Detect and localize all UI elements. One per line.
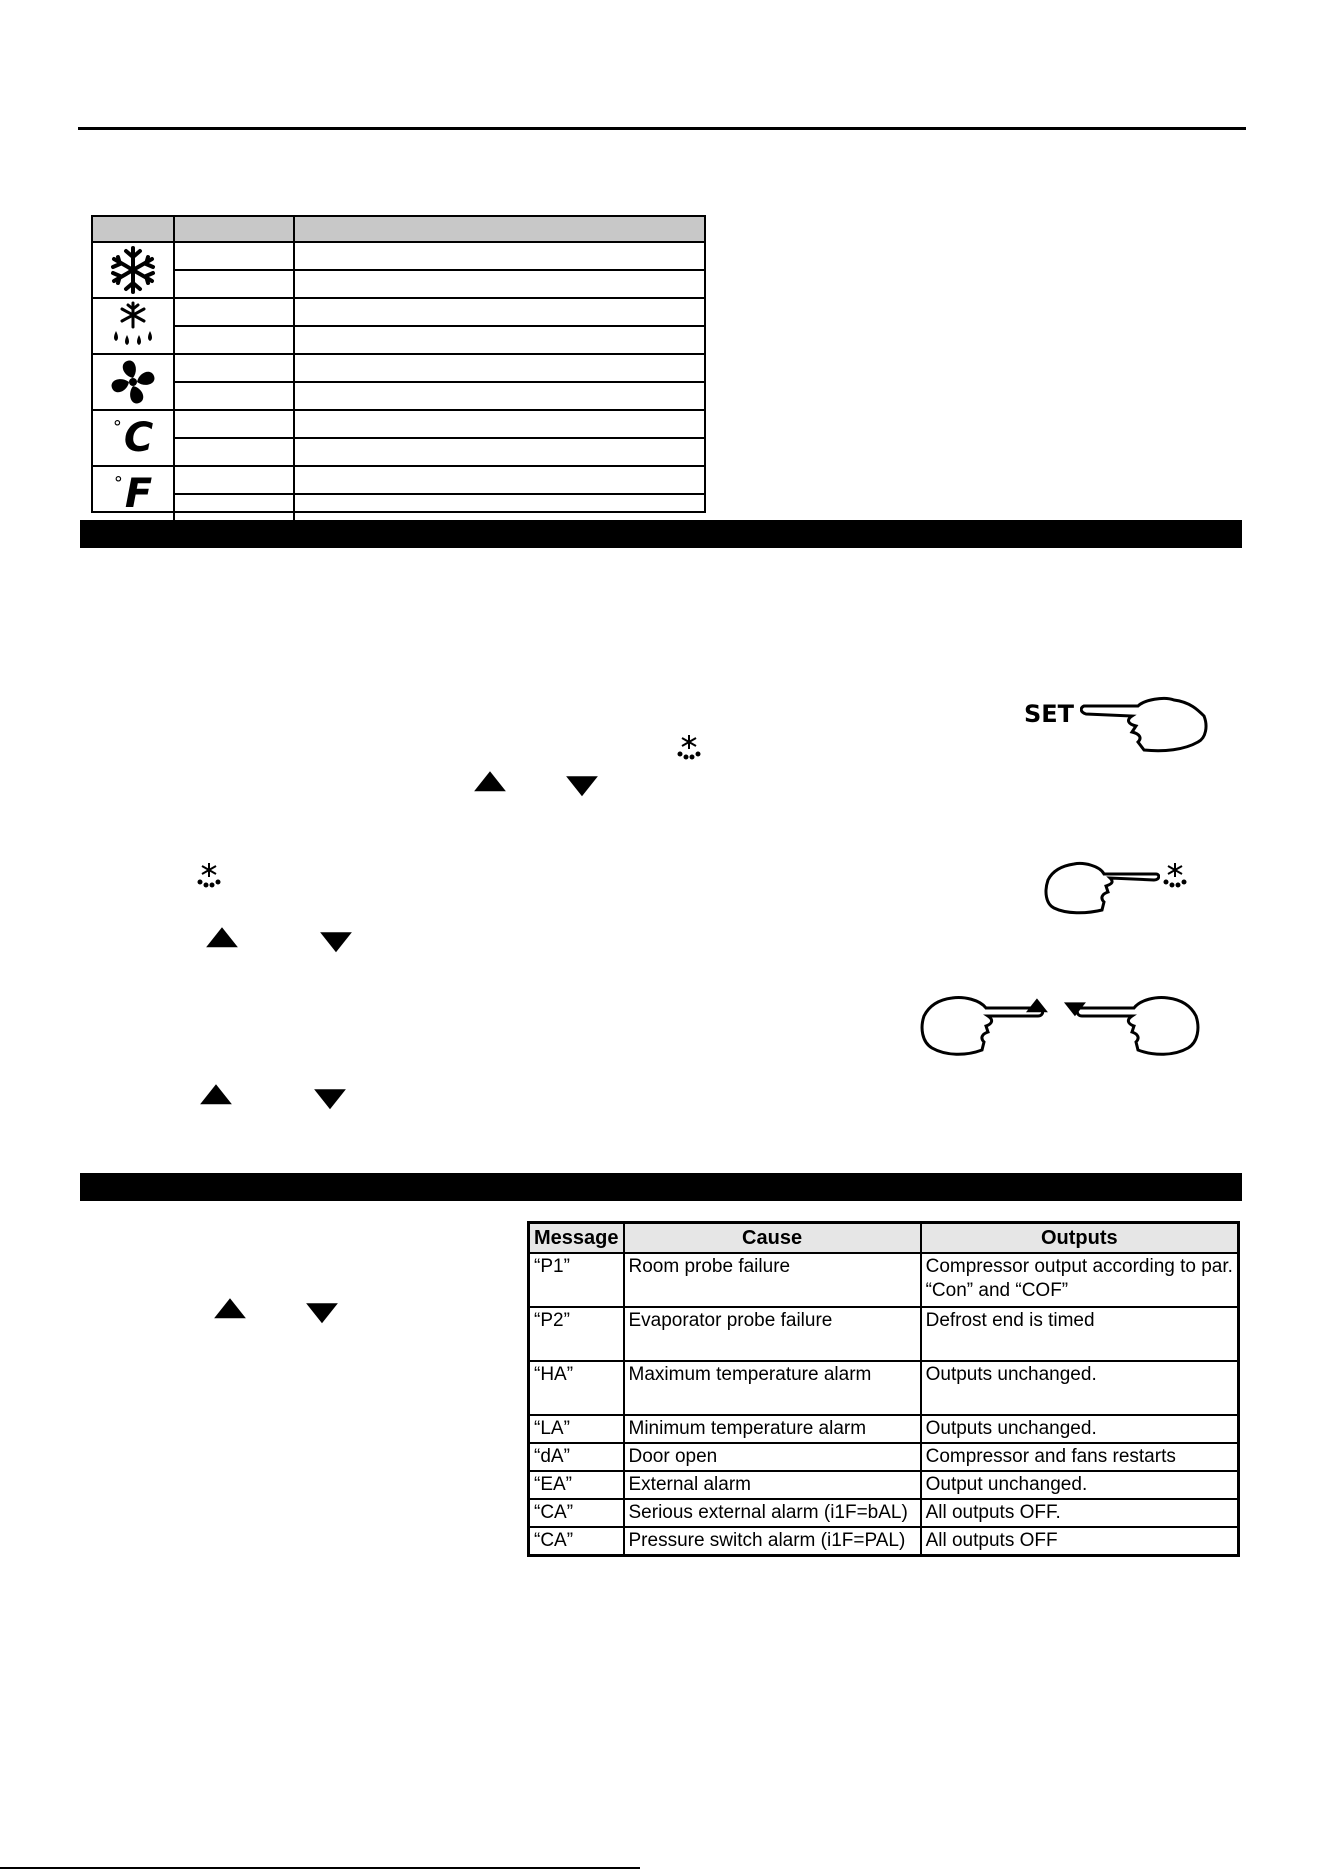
alarm-table-header (529, 1223, 1239, 1254)
defrost-inline-icon (676, 734, 702, 760)
top-rule (78, 127, 1246, 130)
table-row: “LA” Minimum temperature alarm Outputs unchanged. (529, 1415, 1239, 1443)
table-row: “HA” Maximum temperature alarm Outputs unchanged. (529, 1361, 1239, 1415)
arrow-up-icon-4: ▲ (214, 1292, 246, 1322)
arrow-down-icon-3: ▼ (314, 1083, 346, 1113)
arrow-up-icon-2: ▲ (206, 921, 238, 951)
defrost-inline-icon-2 (196, 862, 222, 888)
table-row: “dA” Door open Compressor and fans restarts (529, 1443, 1239, 1471)
arrow-up-icon: ▲ (474, 765, 506, 795)
alarm-table (527, 1221, 1240, 1557)
table-row: “CA” Serious external alarm (i1F=bAL) All outputs OFF. (529, 1499, 1239, 1527)
section-bar-1 (80, 520, 1242, 548)
led-table-header (93, 217, 704, 243)
led-row-fan (93, 355, 704, 411)
fan-icon (93, 355, 175, 409)
arrow-up-icon-3: ▲ (200, 1078, 232, 1108)
set-label: SET (1024, 700, 1075, 728)
led-row-fahrenheit (93, 467, 704, 521)
column-header-cause: Cause (624, 1223, 921, 1254)
arrow-down-icon: ▼ (566, 770, 598, 800)
table-row: “P1” Room probe failure Compressor output according to par. “Con” and “COF” (529, 1253, 1239, 1307)
snowflake-icon (93, 243, 175, 297)
defrost-icon (93, 299, 175, 353)
fahrenheit-icon: °F (93, 467, 175, 521)
column-header-outputs: Outputs (921, 1223, 1239, 1254)
section-bar-2 (80, 1173, 1242, 1201)
arrow-down-icon-2: ▼ (320, 926, 352, 956)
led-row-compressor (93, 243, 704, 299)
led-row-celsius (93, 411, 704, 467)
table-row: “EA” External alarm Output unchanged. (529, 1471, 1239, 1499)
column-header-message: Message (529, 1223, 624, 1254)
table-row: “P2” Evaporator probe failure Defrost end is timed (529, 1307, 1239, 1361)
arrow-down-icon-4: ▼ (306, 1297, 338, 1327)
led-table (91, 215, 706, 517)
celsius-icon: °C (93, 411, 175, 465)
table-row: “CA” Pressure switch alarm (i1F=PAL) All outputs OFF (529, 1527, 1239, 1556)
bottom-rule (0, 1867, 640, 1869)
led-row-defrost (93, 299, 704, 355)
